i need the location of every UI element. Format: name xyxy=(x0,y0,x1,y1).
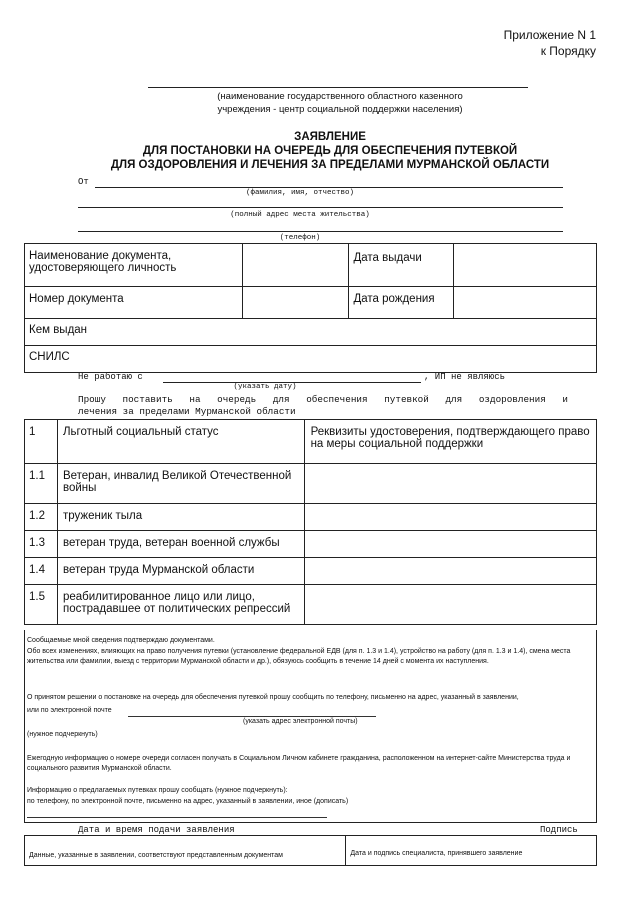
status-row-text-cell xyxy=(57,558,304,585)
issue-date-value-cell[interactable] xyxy=(454,244,597,287)
notes-box xyxy=(24,630,597,823)
email-caption: (указать адрес электронной почты) xyxy=(243,718,358,725)
request-line1: Прошу поставить на очередь для обеспечения путевкой для оздоровления и xyxy=(78,394,568,405)
from-label: От xyxy=(78,177,89,187)
status-head-num-cell xyxy=(25,420,58,464)
status-row-num: 1.4 xyxy=(29,564,45,576)
address-field-2[interactable] xyxy=(78,231,563,232)
birth-date-label-cell xyxy=(349,287,454,319)
status-row-text: ветеран труда, ветеран военной службы xyxy=(62,537,280,549)
status-row-text: ветеран труда Мурманской области xyxy=(62,564,255,576)
status-head-docs: Реквизиты удостоверения, подтверждающего право на меры социальной поддержки xyxy=(310,426,590,450)
confirm-text: Сообщаемые мной сведения подтверждаю документами. xyxy=(27,637,215,644)
birth-date-value-cell[interactable] xyxy=(454,287,597,319)
issue-date-label: Дата выдачи xyxy=(353,252,422,264)
status-row-text: реабилитированное лицо или лицо, пострадавшее от политических репрессий xyxy=(62,591,291,615)
documents-match-cell xyxy=(25,836,346,866)
doc-number-label-cell xyxy=(25,287,243,319)
email-prefix: или по электронной почте xyxy=(27,707,112,714)
doc-number-value-cell[interactable] xyxy=(242,287,349,319)
status-row-text-cell xyxy=(57,504,304,531)
offered-info-line2: по телефону, по электронной почте, письменно на адрес, указанный в заявлении, иное (дописать) xyxy=(27,798,349,805)
date-caption: (указать дату) xyxy=(233,383,297,391)
institution-caption-line2: учреждения - центр социальной поддержки населения) xyxy=(217,104,463,115)
status-row-num-cell xyxy=(25,558,58,585)
issued-by-label: Кем выдан xyxy=(29,324,88,336)
address-field-1[interactable] xyxy=(78,207,563,208)
status-row-num-cell xyxy=(25,585,58,625)
offered-info-line1: Информацию о предлагаемых путевках прошу сообщать (нужное подчеркнуть): xyxy=(27,787,288,794)
id-document-table xyxy=(24,243,597,373)
status-row-num: 1.3 xyxy=(29,537,45,549)
institution-caption-line1: (наименование государственного областного казенного xyxy=(217,91,463,102)
specialist-signature-text: Дата и подпись специалиста, принявшего заявление xyxy=(350,850,523,857)
social-status-table xyxy=(24,419,597,625)
not-working-label: Не работаю с xyxy=(78,372,143,382)
appendix-reference: к Порядку xyxy=(540,44,596,58)
status-row-num-cell xyxy=(25,531,58,558)
signature-label: Подпись xyxy=(540,825,578,835)
status-row-text: Ветеран, инвалид Великой Отечественной войны xyxy=(62,470,292,494)
submission-datetime-label: Дата и время подачи заявления xyxy=(78,825,235,835)
decision-text: О принятом решении о постановке на очередь для обеспечения путевкой прошу сообщить по телефону, письменно на адрес, указанный в заявлении, xyxy=(27,694,519,701)
snils-cell[interactable] xyxy=(25,346,597,373)
documents-match-text: Данные, указанные в заявлении, соответствуют представленным документам xyxy=(29,852,283,859)
not-ip-label: , ИП не являюсь xyxy=(424,372,506,382)
fio-field[interactable] xyxy=(95,187,563,188)
status-row-docs-cell[interactable] xyxy=(304,464,596,504)
doc-number-label: Номер документа xyxy=(29,293,124,305)
underline-needed-note: (нужное подчеркнуть) xyxy=(27,731,98,738)
status-row-text-cell xyxy=(57,531,304,558)
birth-date-label: Дата рождения xyxy=(353,293,435,305)
issued-by-cell[interactable] xyxy=(25,319,597,346)
status-row-num: 1.2 xyxy=(29,510,45,522)
status-row-num-cell xyxy=(25,504,58,531)
doc-name-value-cell[interactable] xyxy=(242,244,349,287)
institution-caption xyxy=(140,90,540,116)
status-head-label: Льготный социальный статус xyxy=(62,426,219,438)
status-row-text: труженик тыла xyxy=(62,510,143,522)
status-row-text-cell xyxy=(57,585,304,625)
snils-label: СНИЛС xyxy=(29,351,70,363)
doc-name-label: Наименование документа, удостоверяющего личность xyxy=(29,250,177,274)
status-head-num: 1 xyxy=(29,426,36,438)
specialist-signature-cell[interactable] xyxy=(346,836,597,866)
phone-caption: (телефон) xyxy=(279,234,321,242)
appendix-header xyxy=(504,27,596,59)
appendix-number: Приложение N 1 xyxy=(503,28,596,42)
title-line2: ДЛЯ ПОСТАНОВКИ НА ОЧЕРЕДЬ ДЛЯ ОБЕСПЕЧЕНИЯ ПУТЕВКОЙ xyxy=(142,145,518,157)
issue-date-label-cell xyxy=(349,244,454,287)
changes-text: Обо всех изменениях, влияющих на право получения путевки (установление федеральной ЕДВ (для п. 1.3 и 1.4), устройство на работу (для п. 1.3 и 1.4), смена места жительства или фамилии, выезд с территории Мурманской области и др.), обязуюсь сообщить в течение 14 дней с момента их наступления. xyxy=(27,648,571,665)
other-option-field[interactable] xyxy=(27,817,327,818)
fio-caption: (фамилия, имя, отчество) xyxy=(245,189,355,197)
status-row-docs-cell[interactable] xyxy=(304,504,596,531)
title-line1: ЗАЯВЛЕНИЕ xyxy=(294,131,366,143)
footer-table xyxy=(24,835,597,866)
status-row-num: 1.1 xyxy=(29,470,45,482)
doc-name-label-cell xyxy=(25,244,243,287)
status-row-docs-cell[interactable] xyxy=(304,585,596,625)
institution-line xyxy=(148,87,528,88)
status-row-text-cell xyxy=(57,464,304,504)
request-text xyxy=(78,394,568,418)
address-caption: (полный адрес места жительства) xyxy=(230,211,370,219)
annual-info-text: Ежегодную информацию о номере очереди согласен получать в Социальном Личном кабинете гражданина, расположенном на интернет-сайте Министерства труда и социального развития Мурманской области. xyxy=(27,755,571,772)
request-line2: лечения за пределами Мурманской области xyxy=(78,406,296,417)
title-line3: ДЛЯ ОЗДОРОВЛЕНИЯ И ЛЕЧЕНИЯ ЗА ПРЕДЕЛАМИ МУРМАНСКОЙ ОБЛАСТИ xyxy=(110,159,550,171)
status-row-docs-cell[interactable] xyxy=(304,558,596,585)
status-row-num-cell xyxy=(25,464,58,504)
status-head-label-cell xyxy=(57,420,304,464)
status-row-num: 1.5 xyxy=(29,591,45,603)
status-row-docs-cell[interactable] xyxy=(304,531,596,558)
status-head-docs-cell xyxy=(304,420,596,464)
page-title xyxy=(90,130,570,172)
